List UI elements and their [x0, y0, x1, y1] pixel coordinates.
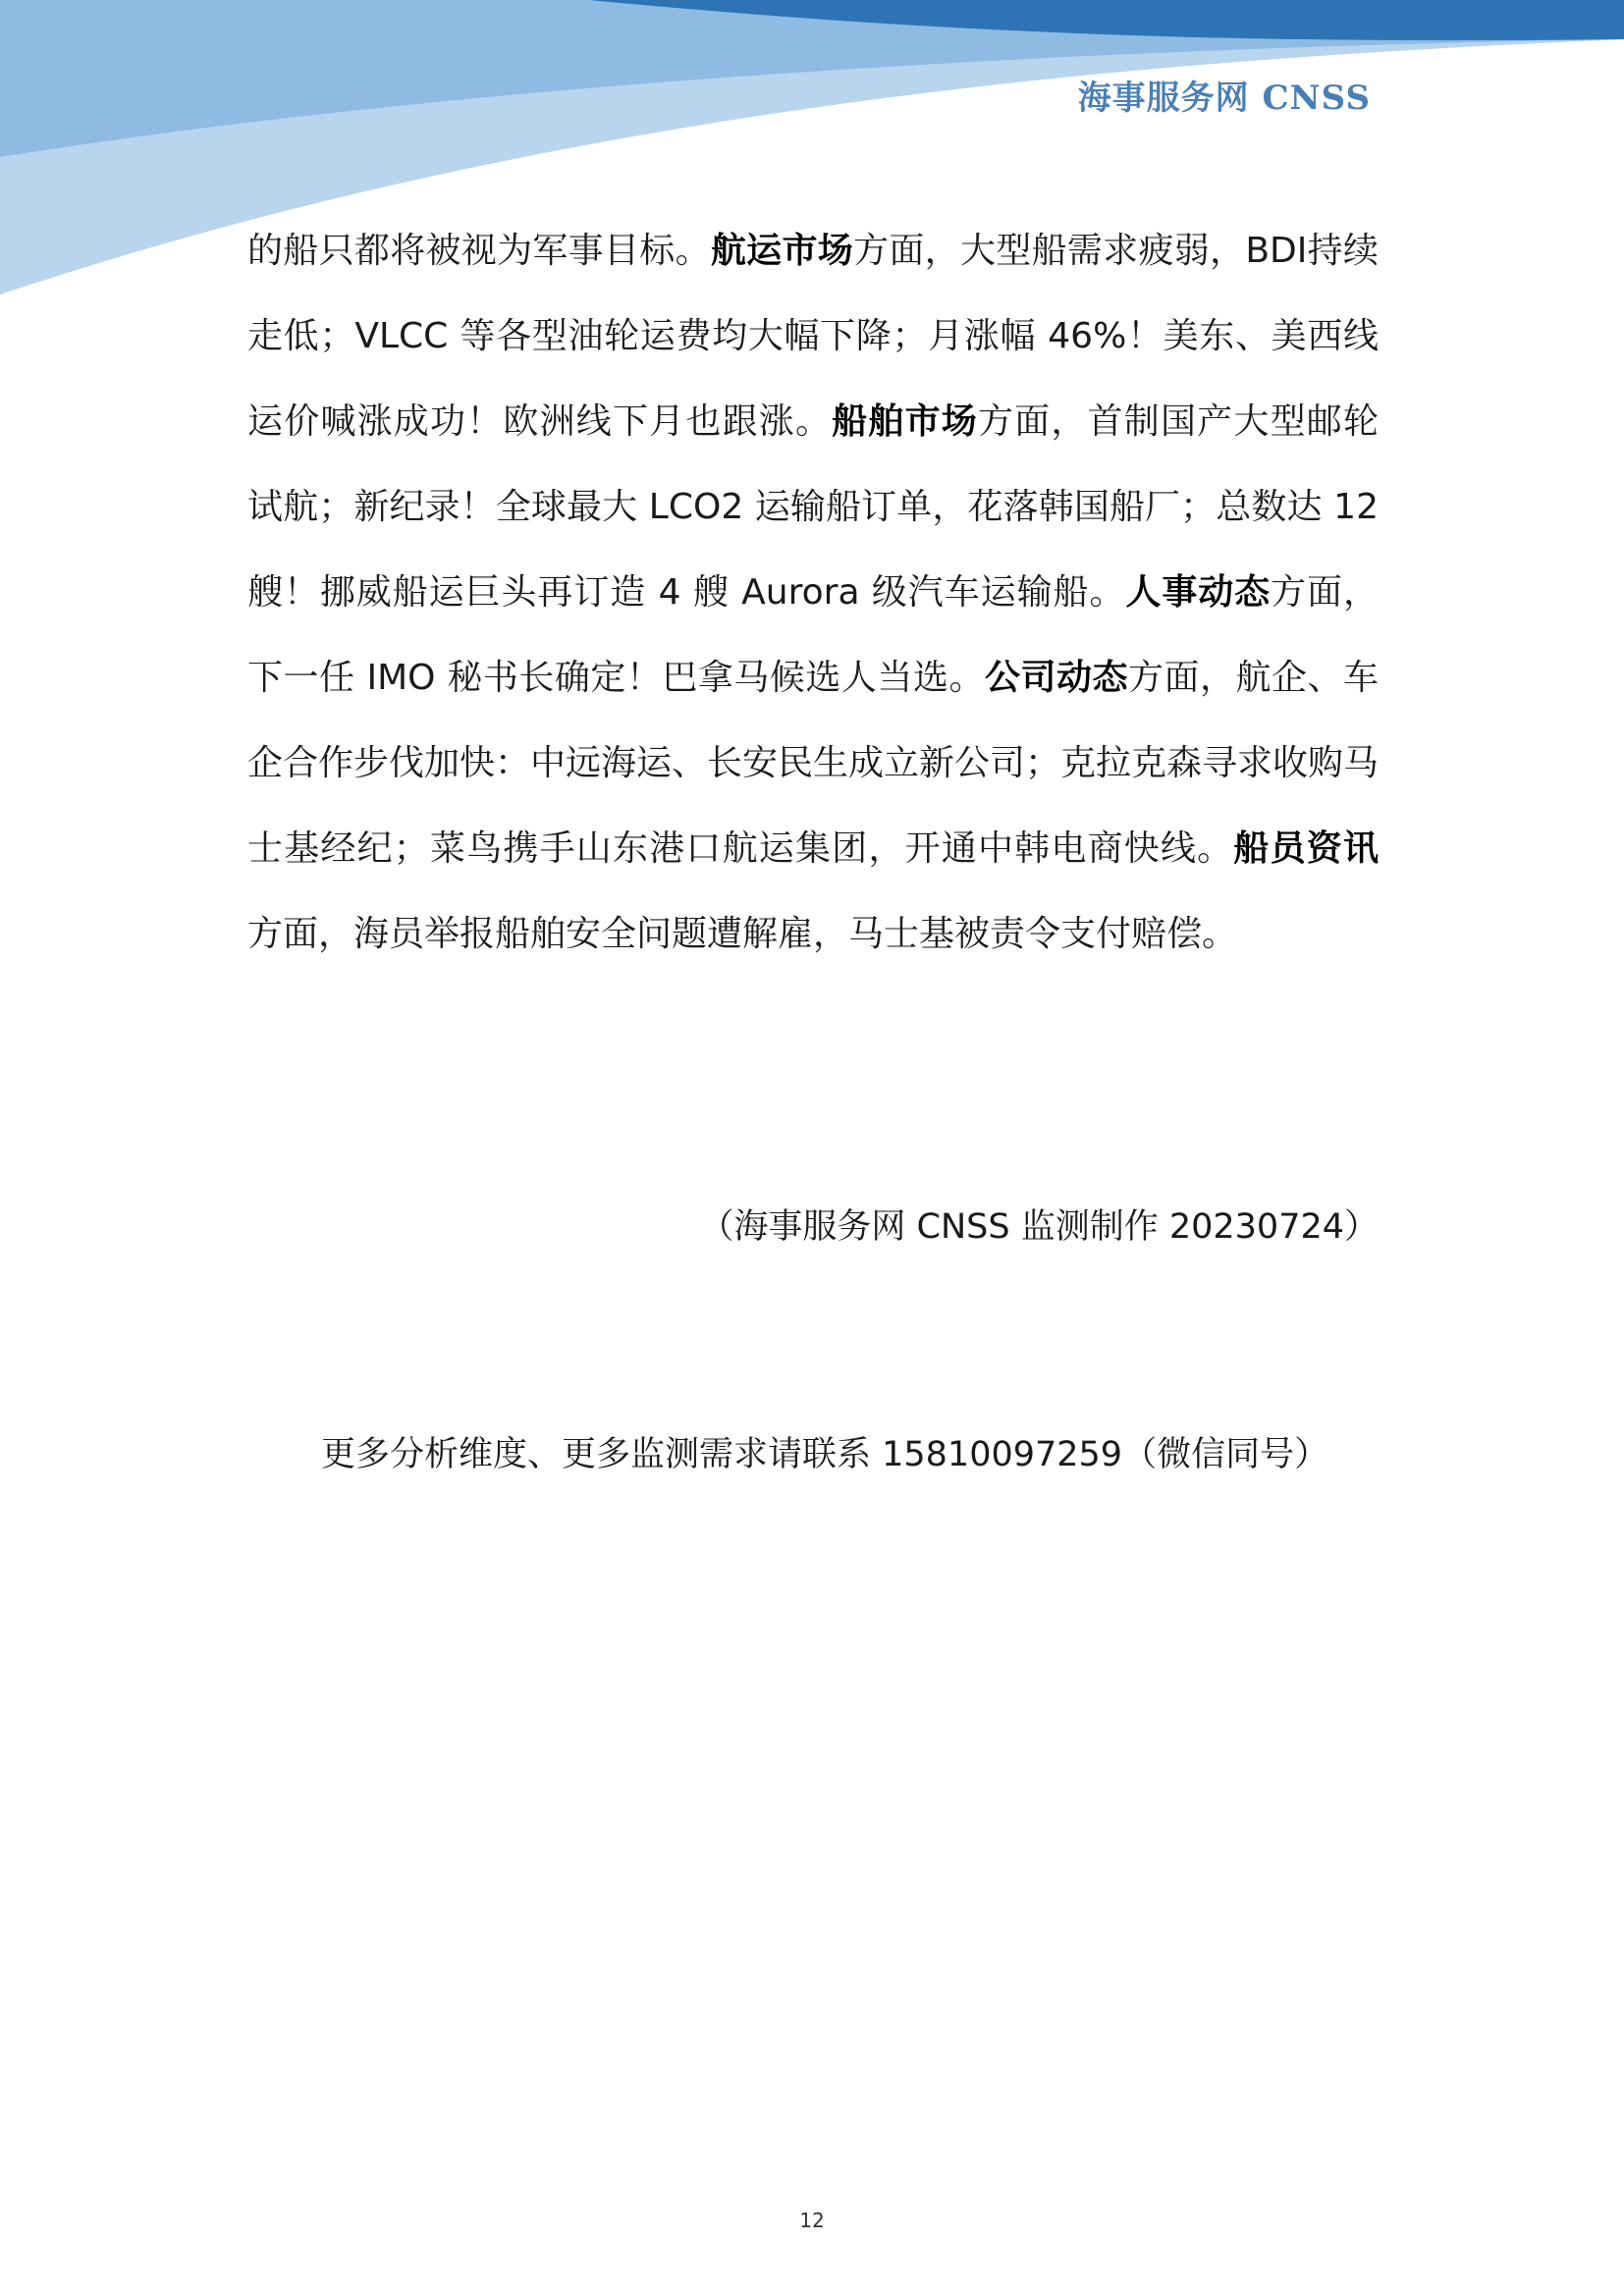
section-keyword: 人事动态 [1125, 572, 1272, 613]
section-keyword: 航运市场 [710, 231, 854, 271]
body-text-segment: 方面，海员举报船舶安全问题遭解雇，马士基被责令支付赔偿。 [247, 914, 1238, 954]
body-text-segment: 方面，航企、车企合作步伐加快：中远海运、长安民生成立新公司；克拉克森寻求收购马士基经纪；菜鸟携手山东港口航运集团，开通中韩电商快线。 [247, 658, 1380, 869]
page-number: 12 [799, 2209, 825, 2232]
brand-title: 海事服务网 CNSS [1077, 79, 1371, 118]
source-note: （海事服务网 CNSS 监测制作 20230724） [699, 1207, 1379, 1247]
body-paragraph [247, 208, 1379, 977]
section-keyword: 公司动态 [984, 658, 1128, 698]
body-text-segment: 方面，下一任 IMO 秘书长确定！巴拿马候选人当选。 [247, 572, 1379, 698]
section-keyword: 船舶市场 [832, 401, 978, 442]
body-text-segment: 的船只都将被视为军事目标。 [247, 231, 711, 271]
section-keyword: 船员资讯 [1233, 828, 1379, 869]
body-text-segment: 方面，首制国产大型邮轮试航；新纪录！全球最大 LCO2 运输船订单，花落韩国船厂；总数达 12 艘！挪威船运巨头再订造 4 艘 Aurora 级汽车运输船。 [247, 401, 1379, 613]
body-text-segment: 方面，大型船需求疲弱，BDI持续走低；VLCC 等各型油轮运费均大幅下降；月涨幅 46%！美东、美西线运价喊涨成功！欧洲线下月也跟涨。 [247, 231, 1379, 442]
contact-note: 更多分析维度、更多监测需求请联系 15810097259（微信同号） [321, 1435, 1329, 1474]
